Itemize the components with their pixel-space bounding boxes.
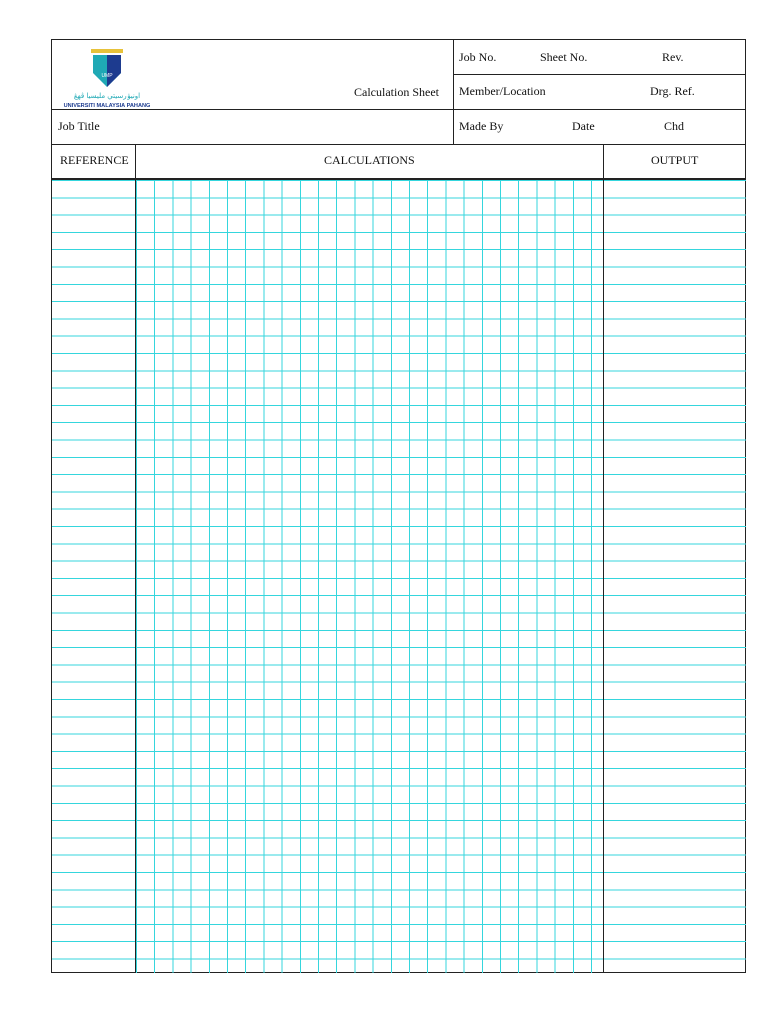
logo-shield-right bbox=[107, 55, 121, 87]
made-by-label: Made By bbox=[459, 119, 504, 133]
header-divider-2 bbox=[52, 109, 746, 110]
job-title-label: Job Title bbox=[58, 119, 100, 133]
date-label: Date bbox=[572, 119, 595, 133]
chd-label: Chd bbox=[664, 119, 685, 133]
output-column-divider bbox=[603, 144, 604, 973]
member-location-label: Member/Location bbox=[459, 84, 546, 98]
logo-badge-text: UMP bbox=[101, 73, 113, 79]
output-grid[interactable] bbox=[604, 180, 746, 973]
rev-label: Rev. bbox=[662, 50, 684, 64]
reference-column-divider bbox=[135, 144, 136, 973]
reference-column-header: REFERENCE bbox=[60, 153, 129, 167]
job-no-label: Job No. bbox=[459, 50, 497, 64]
drg-ref-label: Drg. Ref. bbox=[650, 84, 695, 98]
calculations-grid[interactable] bbox=[136, 180, 603, 973]
logo-gold-bar bbox=[91, 49, 123, 53]
header-divider-1 bbox=[454, 74, 746, 75]
header-divider-3 bbox=[52, 144, 746, 145]
output-column-header: OUTPUT bbox=[651, 153, 699, 167]
column-header-bottom bbox=[52, 178, 746, 180]
header-logo-cell bbox=[52, 40, 454, 109]
sheet-no-label: Sheet No. bbox=[540, 50, 588, 64]
header-vertical-divider bbox=[453, 40, 454, 144]
logo-latin-text: UNIVERSITI MALAYSIA PAHANG bbox=[63, 103, 151, 109]
reference-grid[interactable] bbox=[52, 180, 135, 973]
calculations-column-header: CALCULATIONS bbox=[324, 153, 415, 167]
sheet-title: Calculation Sheet bbox=[354, 85, 439, 99]
university-logo bbox=[61, 47, 153, 109]
calculation-sheet bbox=[51, 39, 746, 973]
logo-arabic-text: اونيۏرسيتي مليسيا ڤهڠ bbox=[73, 92, 141, 100]
